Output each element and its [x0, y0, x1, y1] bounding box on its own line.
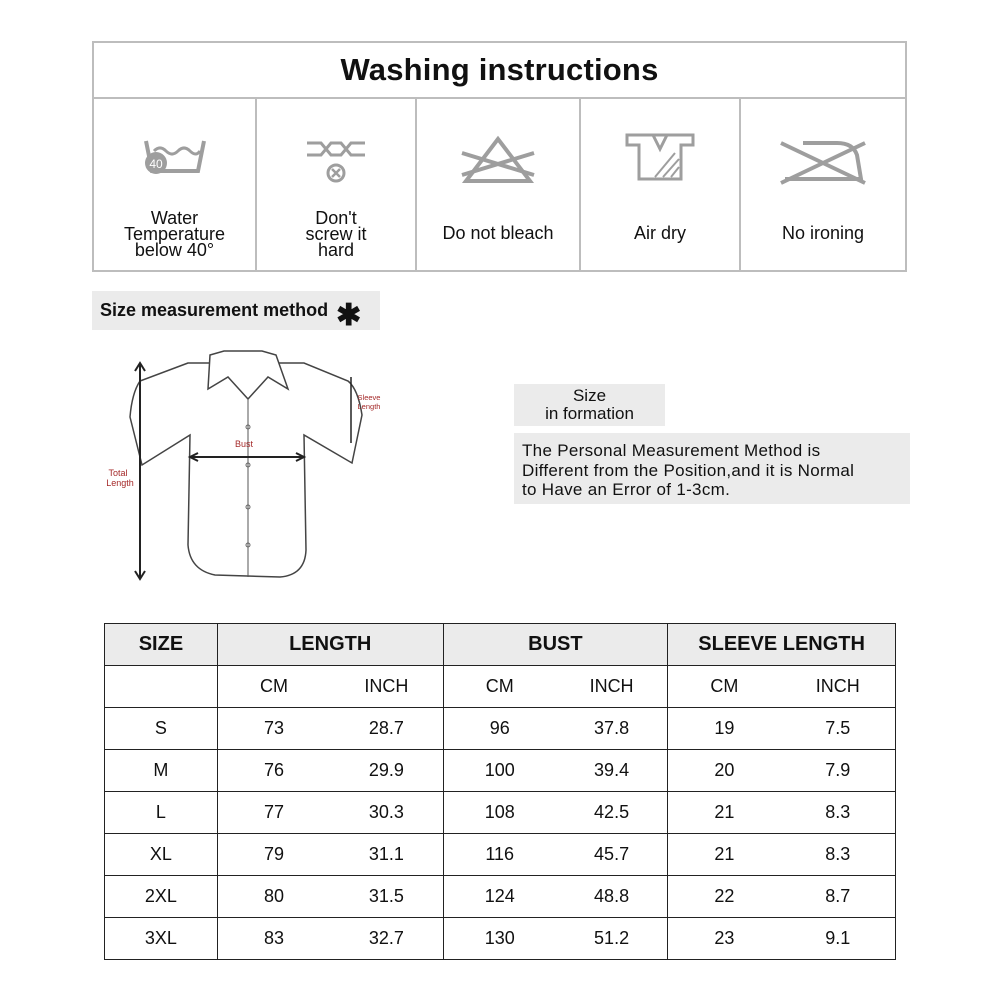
wash-40-cell: [94, 99, 257, 270]
size-cell: 2XL: [105, 876, 218, 918]
no-wring-label-line1: Don't: [315, 208, 357, 228]
units-blank: [105, 666, 218, 708]
length-inch-cell: 30.3: [330, 792, 443, 834]
size-cell: XL: [105, 834, 218, 876]
bust-cm-cell: 96: [443, 708, 556, 750]
bust-inch-cell: 45.7: [556, 834, 668, 876]
sleeve-cm-cell: 19: [668, 708, 781, 750]
no-wring-label: [257, 210, 415, 258]
table-row: [105, 750, 896, 792]
bust-inch-cell: 51.2: [556, 918, 668, 960]
washing-title: Washing instructions: [94, 43, 905, 99]
header-bust: BUST: [443, 624, 668, 666]
sleeve-inch-cell: 7.9: [781, 750, 896, 792]
no-wring-cell: [257, 99, 417, 270]
unit-cm: CM: [443, 666, 556, 708]
size-chart-table: [104, 623, 896, 960]
size-measurement-heading: [92, 291, 380, 330]
unit-inch: INCH: [556, 666, 668, 708]
header-size: SIZE: [105, 624, 218, 666]
wash-40-label-line3: below 40°: [134, 240, 215, 260]
table-row: [105, 876, 896, 918]
length-cm-cell: 77: [217, 792, 330, 834]
sleeve-cm-cell: 23: [668, 918, 781, 960]
wash-40-label-line1: Water: [150, 208, 199, 228]
sleeve-inch-cell: 8.7: [781, 876, 896, 918]
header-sleeve-length: SLEEVE LENGTH: [668, 624, 896, 666]
total-length-label-1: Total: [108, 468, 128, 478]
no-ironing-icon: [775, 131, 871, 187]
size-cell: L: [105, 792, 218, 834]
bust-inch-cell: 42.5: [556, 792, 668, 834]
wash-40-label: [94, 210, 255, 258]
length-inch-cell: 31.5: [330, 876, 443, 918]
no-wring-label-line3: hard: [317, 240, 355, 260]
bust-cm-cell: 130: [443, 918, 556, 960]
table-units-row: [105, 666, 896, 708]
bust-cm-cell: 124: [443, 876, 556, 918]
measurement-note-line2: Different from the Position,and it is Normal: [522, 460, 855, 480]
bust-cm-cell: 100: [443, 750, 556, 792]
no-bleach-icon: [456, 131, 540, 187]
air-dry-label: Air dry: [633, 223, 686, 243]
table-row: [105, 708, 896, 750]
length-inch-cell: 32.7: [330, 918, 443, 960]
length-cm-cell: 73: [217, 708, 330, 750]
length-cm-cell: 80: [217, 876, 330, 918]
size-cell: S: [105, 708, 218, 750]
bust-cm-cell: 116: [443, 834, 556, 876]
length-inch-cell: 29.9: [330, 750, 443, 792]
size-information-line1: Size: [572, 386, 607, 405]
wash-40-label-line2: Temperature: [123, 224, 226, 244]
asterisk-icon: ✱: [336, 298, 362, 332]
air-dry-cell: [581, 99, 741, 270]
length-inch-cell: 28.7: [330, 708, 443, 750]
sleeve-cm-cell: 21: [668, 834, 781, 876]
no-wring-icon: [301, 131, 371, 187]
size-information-heading: [514, 384, 665, 426]
sleeve-inch-cell: 9.1: [781, 918, 896, 960]
size-cell: 3XL: [105, 918, 218, 960]
washing-icons-row: [94, 99, 905, 270]
table-row: [105, 834, 896, 876]
no-bleach-label: Do not bleach: [442, 223, 554, 243]
table-header-row: [105, 624, 896, 666]
unit-cm: CM: [217, 666, 330, 708]
length-cm-cell: 76: [217, 750, 330, 792]
no-wring-label-line2: screw it: [305, 224, 367, 244]
size-cell: M: [105, 750, 218, 792]
bust-label: Bust: [234, 439, 254, 449]
no-ironing-label: No ironing: [781, 223, 865, 243]
bust-inch-cell: 39.4: [556, 750, 668, 792]
sleeve-cm-cell: 21: [668, 792, 781, 834]
sleeve-inch-cell: 8.3: [781, 792, 896, 834]
unit-inch: INCH: [781, 666, 896, 708]
sleeve-length-label-2: Length: [357, 402, 381, 411]
washing-instructions-box: [92, 41, 907, 272]
wash-40-icon: [140, 131, 210, 187]
length-cm-cell: 83: [217, 918, 330, 960]
sleeve-cm-cell: 22: [668, 876, 781, 918]
unit-cm: CM: [668, 666, 781, 708]
header-length: LENGTH: [217, 624, 443, 666]
sleeve-cm-cell: 20: [668, 750, 781, 792]
measurement-note-line1: The Personal Measurement Method is: [522, 441, 821, 460]
bust-cm-cell: 108: [443, 792, 556, 834]
no-ironing-cell: [741, 99, 905, 270]
size-measurement-text: Size measurement method: [100, 300, 329, 320]
bust-inch-cell: 37.8: [556, 708, 668, 750]
total-length-label-2: Length: [106, 478, 134, 488]
bust-inch-cell: 48.8: [556, 876, 668, 918]
unit-inch: INCH: [330, 666, 443, 708]
length-inch-cell: 31.1: [330, 834, 443, 876]
size-information-line2: in formation: [545, 404, 634, 423]
length-cm-cell: 79: [217, 834, 330, 876]
measurement-note-line3: to Have an Error of 1-3cm.: [522, 480, 731, 499]
measurement-note: [514, 433, 910, 504]
air-dry-icon: [625, 131, 695, 187]
sleeve-length-label-1: Sleeve: [357, 393, 381, 402]
sleeve-inch-cell: 7.5: [781, 708, 896, 750]
table-row: [105, 918, 896, 960]
table-row: [105, 792, 896, 834]
shirt-diagram: [100, 345, 400, 585]
no-bleach-cell: [417, 99, 581, 270]
wash-badge-text: 40: [148, 157, 163, 171]
sleeve-inch-cell: 8.3: [781, 834, 896, 876]
